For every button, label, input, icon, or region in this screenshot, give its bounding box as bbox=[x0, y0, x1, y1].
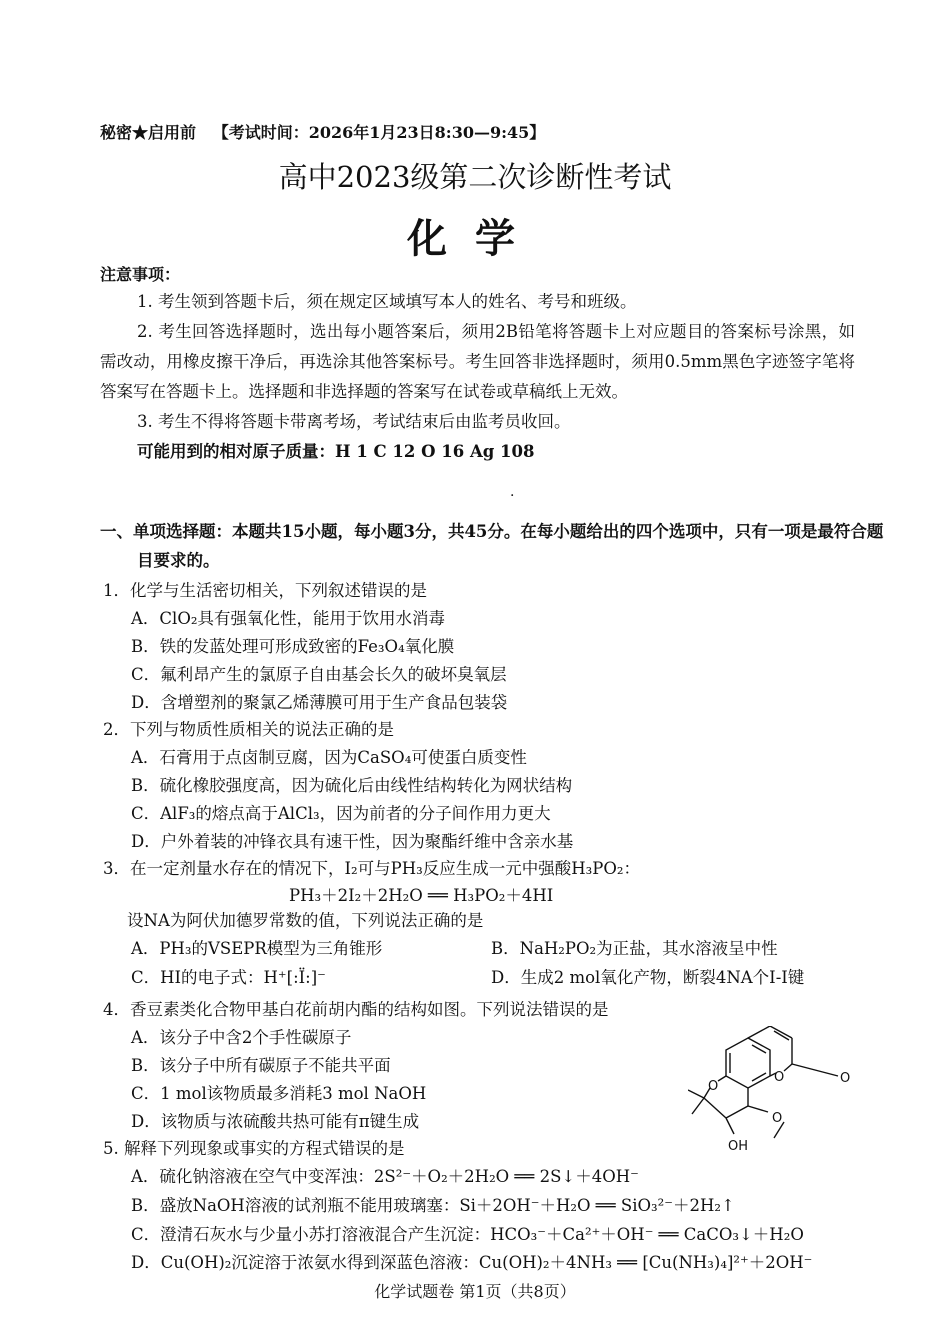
q3-option-b: B．NaH₂PO₂为正盐，其水溶液呈中性 bbox=[491, 939, 778, 958]
question-2-stem: 2．下列与物质性质相关的说法正确的是 bbox=[103, 720, 394, 739]
hi-electron-formula: H⁺[:Ï:]⁻ bbox=[263, 968, 326, 987]
q3-stem-2: 设NA为阿伏加德罗常数的值，下列说法正确的是 bbox=[127, 911, 484, 930]
structure-label-o-carbonyl: O bbox=[840, 1071, 851, 1086]
note-item-1: 1. 考生领到答题卡后，须在规定区域填写本人的姓名、考号和班级。 bbox=[137, 292, 637, 311]
q1-option-d: D．含增塑剂的聚氯乙烯薄膜可用于生产食品包装袋 bbox=[131, 693, 508, 712]
question-4-stem: 4．香豆素类化合物甲基白花前胡内酯的结构如图。下列说法错误的是 bbox=[103, 1000, 609, 1019]
coumarin-structure-diagram bbox=[688, 1026, 868, 1161]
q1-option-a: A．ClO₂具有强氧化性，能用于饮用水消毒 bbox=[131, 609, 445, 628]
q2-option-b: B．硫化橡胶强度高，因为硫化后由线性结构转化为网状结构 bbox=[131, 776, 573, 795]
exam-time: 【考试时间：2026年1月23日8:30—9:45】 bbox=[212, 123, 546, 142]
structure-label-o-methoxy: O bbox=[772, 1111, 783, 1126]
stray-dot: · bbox=[510, 488, 515, 504]
question-1-stem: 1．化学与生活密切相关，下列叙述错误的是 bbox=[103, 581, 427, 600]
q5-option-a: A．硫化钠溶液在空气中变浑浊：2S²⁻＋O₂＋2H₂O ══ 2S↓＋4OH⁻ bbox=[131, 1167, 639, 1186]
q5-option-b: B．盛放NaOH溶液的试剂瓶不能用玻璃塞：Si＋2OH⁻＋H₂O ══ SiO₃²⁻＋2H₂↑ bbox=[131, 1196, 735, 1215]
section-heading: 一、单项选择题：本题共15小题，每小题3分，共45分。在每小题给出的四个选项中，只有一项是最符合题目要求的。 bbox=[100, 522, 884, 570]
notes-title: 注意事项： bbox=[100, 265, 181, 284]
q2-option-c: C．AlF₃的熔点高于AlCl₃，因为前者的分子间作用力更大 bbox=[131, 804, 551, 823]
subject-title: 化学 bbox=[407, 215, 543, 262]
q1-option-b: B．铁的发蓝处理可形成致密的Fe₃O₄氧化膜 bbox=[131, 637, 455, 656]
q2-option-d: D．户外着装的冲锋衣具有速干性，因为聚酯纤维中含亲水基 bbox=[131, 832, 574, 851]
q3-option-c bbox=[131, 964, 326, 988]
q4-option-a: A．该分子中含2个手性碳原子 bbox=[131, 1028, 352, 1047]
atomic-masses: 可能用到的相对原子质量：H 1 C 12 O 16 Ag 108 bbox=[137, 442, 535, 461]
q3-option-d: D．生成2 mol氧化产物，断裂4NA个I-I键 bbox=[491, 968, 805, 987]
confidential-label: 秘密★启用前 bbox=[100, 123, 197, 142]
structure-label-o-ring: O bbox=[708, 1079, 719, 1094]
q5-option-d: D．Cu(OH)₂沉淀溶于浓氨水得到深蓝色溶液：Cu(OH)₂＋4NH₃ ══ [Cu(NH₃)₄]²⁺＋2OH⁻ bbox=[131, 1253, 813, 1272]
note-item-2: 2. 考生回答选择题时，选出每小题答案后，须用2B铅笔将答题卡上对应题目的答案标号涂黑，如需改动，用橡皮擦干净后，再选涂其他答案标号。考生回答非选择题时，须用0.5mm黑色字迹签字笔将答案写在答题卡上。选择题和非选择题的答案写在试卷或草稿纸上无效。 bbox=[100, 322, 855, 401]
exam-header-line bbox=[100, 120, 545, 143]
q5-option-c: C．澄清石灰水与少量小苏打溶液混合产生沉淀：HCO₃⁻＋Ca²⁺＋OH⁻ ══ CaCO₃↓＋H₂O bbox=[131, 1225, 804, 1244]
exam-title: 高中2023级第二次诊断性考试 bbox=[278, 160, 672, 194]
question-3-stem: 3．在一定剂量水存在的情况下，I₂可与PH₃反应生成一元中强酸H₃PO₂： bbox=[103, 859, 640, 878]
q2-option-a: A．石膏用于点卤制豆腐，因为CaSO₄可使蛋白质变性 bbox=[131, 748, 527, 767]
q3-option-a: A．PH₃的VSEPR模型为三角锥形 bbox=[131, 939, 383, 958]
note-item-3: 3. 考生不得将答题卡带离考场，考试结束后由监考员收回。 bbox=[137, 412, 571, 431]
q4-option-c: C．1 mol该物质最多消耗3 mol NaOH bbox=[131, 1084, 427, 1103]
q4-option-d: D．该物质与浓硫酸共热可能有π键生成 bbox=[131, 1112, 420, 1131]
q1-option-c: C．氟利昂产生的氯原子自由基会长久的破坏臭氧层 bbox=[131, 665, 507, 684]
q4-option-b: B．该分子中所有碳原子不能共平面 bbox=[131, 1056, 391, 1075]
page-footer: 化学试题卷 第1页（共8页） bbox=[374, 1282, 576, 1301]
q3-equation: PH₃＋2I₂＋2H₂O ══ H₃PO₂＋4HI bbox=[289, 886, 554, 905]
question-5-stem: 5. 解释下列现象或事实的方程式错误的是 bbox=[103, 1139, 405, 1158]
structure-label-oh: OH bbox=[728, 1139, 749, 1154]
q3-option-c-label: C．HI的电子式： bbox=[131, 968, 264, 987]
structure-label-o-lactone: O bbox=[774, 1070, 785, 1085]
